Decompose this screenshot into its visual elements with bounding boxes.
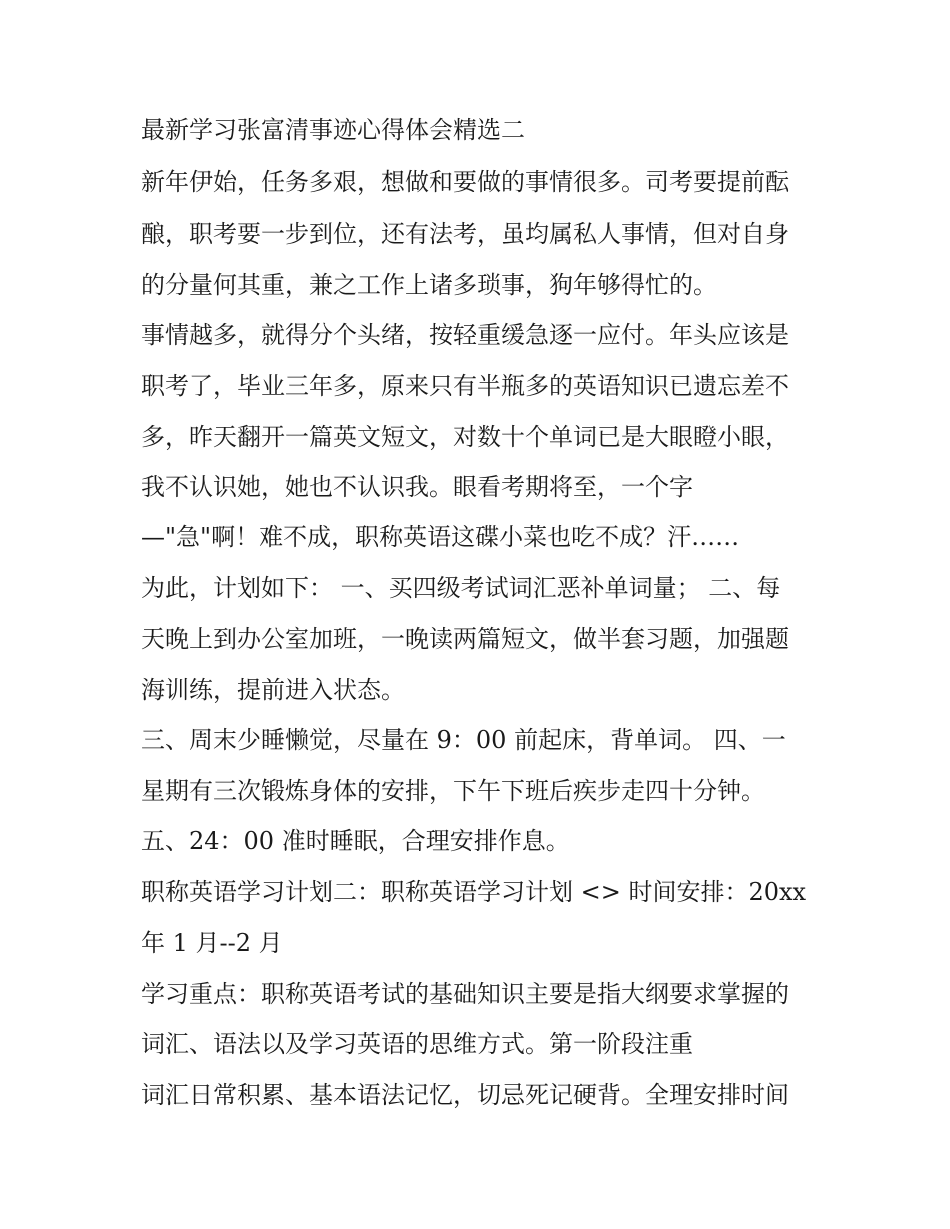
text-line: 词汇日常积累、基本语法记忆，切忌死记硬背。全理安排时间 [141,1081,789,1109]
text-line: 事情越多，就得分个头绪，按轻重缓急逐一应付。年头应该是 [141,321,789,349]
text-line: 五、24：00 准时睡眠，合理安排作息。 [141,827,570,855]
text-line: 学习重点：职称英语考试的基础知识主要是指大纲要求掌握的 [141,980,789,1008]
document-title: 最新学习张富清事迹心得体会精选二 [141,116,525,144]
text-line: 职考了，毕业三年多，原来只有半瓶多的英语知识已遗忘差不 [141,372,789,400]
text-line: 新年伊始，任务多艰，想做和要做的事情很多。司考要提前酝 [141,168,789,196]
text-line: 三、周末少睡懒觉，尽量在 9：00 前起床，背单词。 四、一 [141,726,786,754]
text-line: 年 1 月--2 月 [141,929,283,957]
text-line: 天晚上到办公室加班，一晚读两篇短文，做半套习题，加强题 [141,625,789,653]
text-line: 我不认识她，她也不认识我。眼看考期将至，一个字 [141,473,693,501]
text-line: 星期有三次锻炼身体的安排，下午下班后疾步走四十分钟。 [141,777,765,805]
text-line: 词汇、语法以及学习英语的思维方式。第一阶段注重 [141,1030,693,1058]
text-line: 职称英语学习计划二：职称英语学习计划 <> 时间安排：20xx [141,878,807,906]
text-line: 酿，职考要一步到位，还有法考，虽均属私人事情，但对自身 [141,220,789,248]
text-line: 海训练，提前进入状态。 [141,676,405,704]
text-line: 多，昨天翻开一篇英文短文，对数十个单词已是大眼瞪小眼， [141,423,789,451]
text-line: —"急"啊！难不成，职称英语这碟小菜也吃不成？汗…… [141,523,740,551]
text-line: 的分量何其重，兼之工作上诸多琐事，狗年够得忙的。 [141,271,717,299]
text-line: 为此，计划如下： 一、买四级考试词汇恶补单词量； 二、每 [141,574,781,602]
